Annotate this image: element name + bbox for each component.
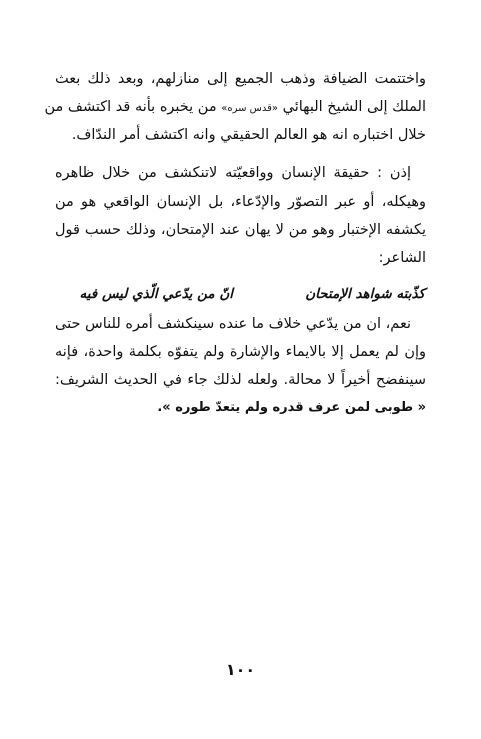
hadith-quote: « طوبى لمن عرف قدره ولم يتعدّ طوره ». bbox=[157, 400, 426, 415]
paragraph-1-line-2-end: من يخبره بأنه قد اكتشف من bbox=[44, 99, 217, 115]
paragraph-1-line-3: خلال اختباره انه هو العالم الحقيقي وانه اكتشف أمر الندّاف. bbox=[71, 127, 426, 143]
verse-second-hemistich: كذّبته شواهد الإمتحان bbox=[305, 286, 425, 302]
paragraph-3-line-1: نعم، ان من يدّعي خلاف ما عنده سينكشف أمره للناس حتى bbox=[55, 316, 411, 332]
paragraph-2-line-4: الشاعر: bbox=[378, 250, 426, 266]
paragraph-1-line-2 bbox=[44, 97, 426, 119]
paragraph-3-line-2: وإن لم يعمل إلا بالايماء والإشارة ولم يتفوّه بكلمة واحدة، فإنه bbox=[55, 344, 426, 360]
verse-first-hemistich: انّ من يدّعي الّذي ليس فيه bbox=[79, 286, 233, 302]
paragraph-2-line-3: يكشفه الإختبار وهو من لا يهان عند الإمتحان، وذلك حسب قول bbox=[55, 222, 426, 238]
paragraph-2-line-2: وهيكله، أو عبر التصوّر والإدّعاء، بل الإنسان الواقعي هو من bbox=[55, 194, 426, 210]
paragraph-1-line-2-start: الملك إلى الشيخ البهائي bbox=[282, 99, 426, 115]
paragraph-1-line-1: واختتمت الضيافة وذهب الجميع إلى منازلهم، وبعد ذلك بعث bbox=[55, 71, 426, 87]
honorific-text: «قدس سره» bbox=[221, 103, 279, 114]
page-number: ١٠٠ bbox=[225, 660, 256, 679]
paragraph-3-line-3: سينفضح أخيراً لا محالة. ولعله لذلك جاء في الحديث الشريف: bbox=[55, 372, 426, 388]
paragraph-2-line-1: إذن : حقيقة الإنسان وواقعيّته لاتنكشف من خلال ظاهره bbox=[55, 165, 411, 181]
